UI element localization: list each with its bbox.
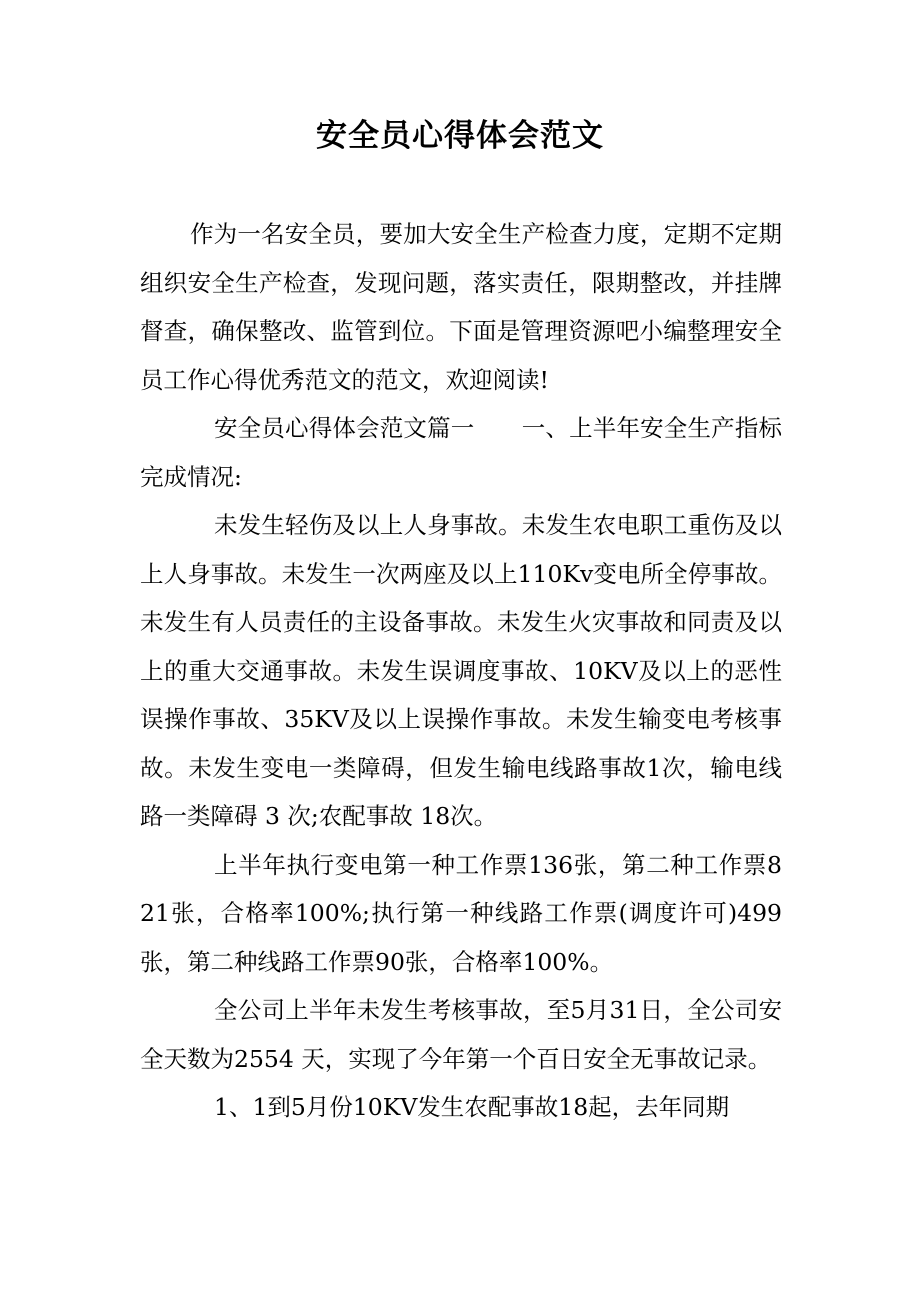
paragraph-accidents: 未发生轻伤及以上人身事故。未发生农电职工重伤及以上人身事故。未发生一次两座及以上110Kv变电所全停事故。未发生有人员责任的主设备事故。未发生火灾事故和同责及以上的重大交通事故。未发生误调度事故、10KV及以上的恶性误操作事故、35KV及以上误操作事故。未发生输变电考核事故。未发生变电一类障碍，但发生输电线路事故1次，输电线路一类障碍 3 次;农配事故 18次。 xyxy=(140,511,782,830)
paragraph-safety-days: 全公司上半年未发生考核事故，至5月31日，全公司安全天数为2554 天，实现了今年第一个百日安全无事故记录。 xyxy=(140,996,782,1073)
paragraph-intro: 作为一名安全员，要加大安全生产检查力度，定期不定期组织安全生产检查，发现问题，落实责任，限期整改，并挂牌督查，确保整改、监管到位。下面是管理资源吧小编整理安全员工作心得优秀范文的范文，欢迎阅读! xyxy=(140,220,782,394)
paragraph-section-heading: 安全员心得体会范文篇一 一、上半年安全生产指标完成情况: xyxy=(140,414,782,491)
paragraph-rural-accidents: 1、1到5月份10KV发生农配事故18起，去年同期 xyxy=(214,1093,730,1121)
document-body xyxy=(140,210,782,1132)
paragraph-work-tickets: 上半年执行变电第一种工作票136张，第二种工作票821张，合格率100%;执行第一种线路工作票(调度许可)499张，第二种线路工作票90张，合格率100%。 xyxy=(140,850,782,976)
document-title: 安全员心得体会范文 xyxy=(316,118,604,154)
